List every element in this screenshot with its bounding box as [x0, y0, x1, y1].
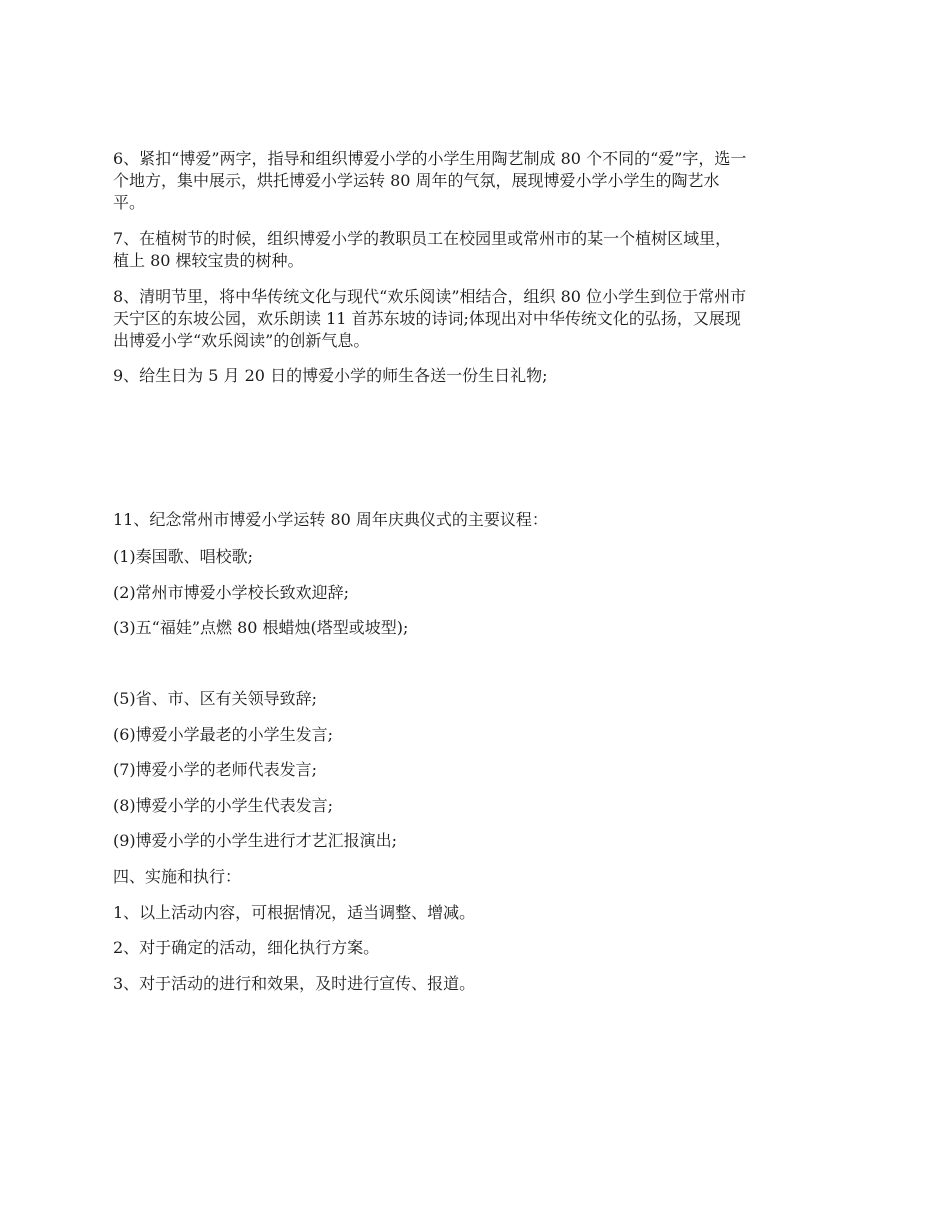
paragraph-line: 9、给生日为 5 月 20 日的博爱小学的师生各送一份生日礼物; — [113, 366, 548, 385]
paragraph-item-11 — [113, 509, 835, 531]
paragraph-line: (2)常州市博爱小学校长致欢迎辞; — [113, 583, 350, 602]
agenda-item-6 — [113, 724, 835, 746]
agenda-item-8 — [113, 795, 835, 817]
paragraph-line: (1)奏国歌、唱校歌; — [113, 547, 254, 566]
agenda-item-2 — [113, 582, 835, 604]
paragraph-line: (3)五“福娃”点燃 80 根蜡烛(塔型或坡型); — [113, 618, 409, 637]
implementation-item-3 — [113, 973, 835, 995]
paragraph-line: 7、在植树节的时候，组织博爱小学的教职员工在校园里或常州市的某一个植树区域里， — [113, 229, 732, 248]
section-heading-implementation — [113, 866, 835, 888]
paragraph-line: 8、清明节里，将中华传统文化与现代“欢乐阅读”相结合，组织 80 位小学生到位于常州市 — [113, 287, 747, 306]
paragraph-line: (7)博爱小学的老师代表发言; — [113, 760, 318, 779]
paragraph-item-7 — [113, 228, 835, 272]
agenda-item-1 — [113, 546, 835, 568]
paragraph-line: (8)博爱小学的小学生代表发言; — [113, 796, 334, 815]
paragraph-item-8 — [113, 286, 835, 352]
paragraph-item-9 — [113, 365, 835, 387]
paragraph-line: 平。 — [113, 193, 146, 212]
paragraph-line: 植上 80 棵较宝贵的树种。 — [113, 251, 304, 270]
paragraph-item-6 — [113, 148, 835, 214]
agenda-item-9 — [113, 830, 835, 852]
paragraph-line: (6)博爱小学最老的小学生发言; — [113, 725, 334, 744]
implementation-item-2 — [113, 937, 835, 959]
implementation-item-1 — [113, 902, 835, 924]
agenda-item-7 — [113, 759, 835, 781]
paragraph-line: 11、纪念常州市博爱小学运转 80 周年庆典仪式的主要议程： — [113, 510, 548, 529]
paragraph-line: 3、对于活动的进行和效果，及时进行宣传、报道。 — [113, 974, 476, 993]
paragraph-line: 6、紧扣“博爱”两字，指导和组织博爱小学的小学生用陶艺制成 80 个不同的“爱”字，选一 — [113, 149, 747, 168]
paragraph-line: 个地方，集中展示，烘托博爱小学运转 80 周年的气氛，展现博爱小学小学生的陶艺水 — [113, 171, 720, 190]
agenda-item-5 — [113, 688, 835, 710]
paragraph-line: 天宁区的东坡公园，欢乐朗读 11 首苏东坡的诗词;体现出对中华传统文化的弘扬，又展现 — [113, 309, 741, 328]
agenda-item-3 — [113, 617, 835, 639]
paragraph-line: 1、以上活动内容，可根据情况，适当调整、增减。 — [113, 903, 476, 922]
paragraph-line: (5)省、市、区有关领导致辞; — [113, 689, 318, 708]
paragraph-line: 四、实施和执行： — [113, 867, 242, 886]
paragraph-line: 2、对于确定的活动，细化执行方案。 — [113, 938, 380, 957]
paragraph-line: (9)博爱小学的小学生进行才艺汇报演出; — [113, 831, 398, 850]
paragraph-line: 出博爱小学“欢乐阅读”的创新气息。 — [113, 331, 370, 350]
